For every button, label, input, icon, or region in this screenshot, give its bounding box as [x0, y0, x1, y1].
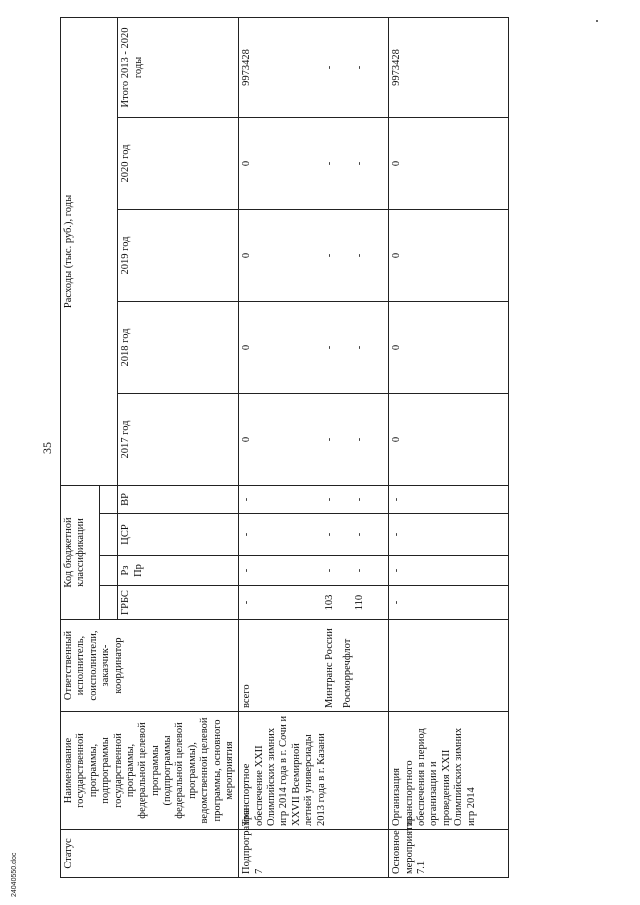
responsible-entry: всего — [241, 684, 253, 708]
row-grbs-list — [239, 586, 389, 620]
rzpr-value: - — [354, 568, 365, 573]
header-vr: ВР — [118, 485, 239, 513]
row-responsible-list — [239, 620, 389, 712]
value-2017: - — [323, 437, 335, 442]
table-row — [239, 17, 389, 877]
csr-value: - — [323, 532, 335, 537]
value-2018: 0 — [241, 344, 253, 351]
row-csr-list — [239, 514, 389, 556]
table-row — [389, 17, 509, 877]
row-status: Подпрограмма 7 — [239, 830, 389, 878]
rotated-page — [36, 18, 604, 878]
value-2018: - — [354, 345, 365, 350]
grbs-value: 110 — [354, 594, 365, 611]
header-budget-spacer-1 — [100, 586, 118, 620]
value-2019: - — [354, 253, 365, 258]
row-2017-list — [239, 393, 389, 485]
value-2020: 0 — [389, 117, 509, 209]
row-2020-list — [239, 117, 389, 209]
vr-value: - — [241, 497, 253, 502]
expenses-table — [60, 17, 509, 878]
header-status: Статус — [61, 830, 239, 878]
value-2019: 0 — [389, 209, 509, 301]
responsible-entry: Минтранс России — [323, 628, 335, 708]
rzpr-value: - — [323, 568, 335, 573]
header-expenses: Расходы (тыс. руб.), годы — [61, 17, 118, 485]
value-2018: 0 — [389, 301, 509, 393]
value-total: 9973428 — [389, 17, 509, 117]
value-2020: - — [354, 161, 365, 166]
header-rzpr: Рз Пр — [118, 556, 239, 586]
footer-file-name: 24040550.doc — [11, 852, 18, 897]
row-name: Транспортное обеспечение XXII Олимпийских зимних игр 2014 года в г. Сочи и XXVII Всемирной летней универсиады 2013 года в г. Казани — [239, 712, 389, 830]
header-year-2019: 2019 год — [118, 209, 239, 301]
row-status: Основное мероприятие 7.1 — [389, 830, 509, 878]
header-budget-spacer-3 — [100, 514, 118, 556]
value-total: 9973428 — [241, 49, 253, 86]
csr-value: - — [389, 514, 509, 556]
value-2020: 0 — [241, 160, 253, 167]
row-responsible — [389, 620, 509, 712]
value-2019: 0 — [241, 252, 253, 259]
header-grbs: ГРБС — [118, 586, 239, 620]
page-number: 35 — [40, 442, 54, 454]
header-year-2018: 2018 год — [118, 301, 239, 393]
header-budget-spacer-4 — [100, 485, 118, 513]
value-2018: - — [323, 345, 335, 350]
header-total: Итого 2013 - 2020 годы — [118, 17, 239, 117]
value-2020: - — [323, 161, 335, 166]
vr-value: - — [323, 497, 335, 502]
value-2017: - — [354, 437, 365, 442]
rzpr-value: - — [241, 568, 253, 573]
grbs-value: - — [389, 586, 509, 620]
row-vr-list — [239, 485, 389, 513]
header-csr: ЦСР — [118, 514, 239, 556]
header-budget-code: Код бюджетной классификации — [61, 485, 100, 619]
row-name: Организация транспортного обеспечения в период организации и проведения XXII Олимпийских зимних игр 2014 — [389, 712, 509, 830]
grbs-value: - — [241, 600, 253, 605]
grbs-value: 103 — [323, 594, 335, 611]
vr-value: - — [389, 485, 509, 513]
value-2019: - — [323, 253, 335, 258]
header-year-2020: 2020 год — [118, 117, 239, 209]
csr-value: - — [354, 532, 365, 537]
value-2017: 0 — [389, 393, 509, 485]
rzpr-value: - — [389, 556, 509, 586]
value-total: - — [354, 65, 365, 70]
value-total: - — [323, 65, 335, 70]
header-budget-spacer-2 — [100, 556, 118, 586]
csr-value: - — [241, 532, 253, 537]
responsible-entry: Росморречфлот — [342, 638, 353, 708]
vr-value: - — [354, 497, 365, 502]
row-rzpr-list — [239, 556, 389, 586]
header-responsible: Ответственный исполнитель, соисполнители, заказчик-координатор — [61, 620, 239, 712]
value-2017: 0 — [241, 436, 253, 443]
row-2018-list — [239, 301, 389, 393]
row-total-list — [239, 17, 389, 117]
header-name: Наименование государственной программы, подпрограммы государственной программы, федеральной целевой программы (подпрограммы федеральной целевой программы), ведомственной целевой программы, основного мероприятия — [61, 712, 239, 830]
row-2019-list — [239, 209, 389, 301]
header-year-2017: 2017 год — [118, 393, 239, 485]
